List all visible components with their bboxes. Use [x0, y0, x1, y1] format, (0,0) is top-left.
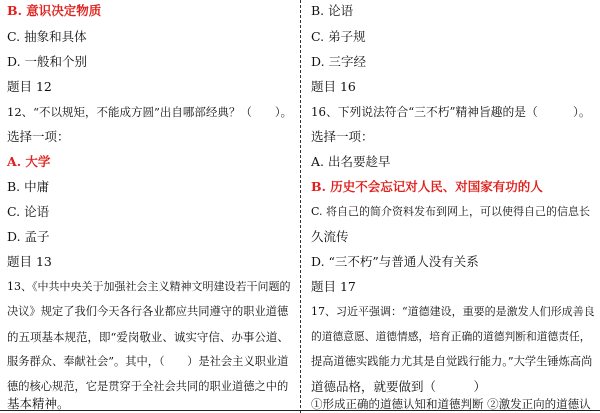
q13-text-line-6: 基本精神。 [7, 396, 70, 411]
q17-text-line-1: 17、习近平强调：“道德建设，重要的是激发人们形成善良 [311, 305, 595, 318]
q16-option-c-line-2: 久流传 [311, 229, 349, 244]
page-bottom-rule [0, 410, 600, 411]
q11-option-b-correct: B. 意识决定物质 [7, 3, 102, 18]
q17-text-line-2: 的道德意愿、道德情感，培育正确的道德判断和道德责任， [311, 330, 591, 343]
q17-text-line-5: ①形成正确的道德认知和道德判断 ②激发正向的道德认 [311, 397, 591, 411]
q11-option-d: D. 一般和个别 [7, 54, 88, 69]
q12-option-c: C. 论语 [7, 204, 50, 219]
q13-text-line-2: 决议》规定了我们今天各行各业都应共同遵守的职业道德 [7, 305, 289, 318]
q13-text-line-4: 服务群众、奉献社会”。其中，（ ）是社会主义职业道 [7, 355, 289, 368]
q17-header: 题目 17 [311, 279, 356, 294]
q12-select-prompt: 选择一项： [7, 129, 70, 144]
q16-question: 16、下列说法符合“三不朽”精神旨趣的是（ ）。 [311, 105, 591, 119]
q17-text-line-3: 提高道德实践能力尤其是自觉践行能力。”大学生锤炼高尚 [311, 355, 593, 368]
q16-header: 题目 16 [311, 79, 356, 94]
q15-option-c: C. 弟子规 [311, 29, 366, 44]
q13-header: 题目 13 [7, 254, 52, 269]
q12-option-a-correct: A. 大学 [7, 154, 51, 169]
q13-text-line-1: 13、《中共中央关于加强社会主义精神文明建设若干问题的 [7, 280, 291, 293]
q16-option-a: A. 出名要趁早 [311, 154, 391, 169]
q16-option-b-correct: B. 历史不会忘记对人民、对国家有功的人 [311, 179, 543, 194]
column-divider [300, 0, 301, 413]
q12-header: 题目 12 [7, 79, 52, 94]
q17-text-line-4: 道德品格，就要做到（ ） [311, 379, 487, 394]
q12-option-d: D. 孟子 [7, 229, 50, 244]
q13-text-line-3: 的五项基本规范，即“爱岗敬业、诚实守信、办事公道、 [7, 330, 289, 344]
q12-option-b: B. 中庸 [7, 179, 50, 194]
q11-option-c: C. 抽象和具体 [7, 29, 87, 44]
q16-option-d: D. “三不朽”与普通人没有关系 [311, 254, 479, 269]
q16-select-prompt: 选择一项： [311, 129, 374, 144]
q13-text-line-5: 德的核心规范，它是贯穿于全社会共同的职业道德之中的 [7, 380, 289, 393]
q15-option-b: B. 论语 [311, 3, 354, 18]
q12-question: 12、“不以规矩，不能成方圆”出自哪部经典？（ ）。 [7, 105, 293, 119]
q16-option-c-line-1: C. 将自己的简介资料发布到网上，可以使得自己的信息长 [311, 205, 591, 218]
q15-option-d: D. 三字经 [311, 54, 367, 69]
